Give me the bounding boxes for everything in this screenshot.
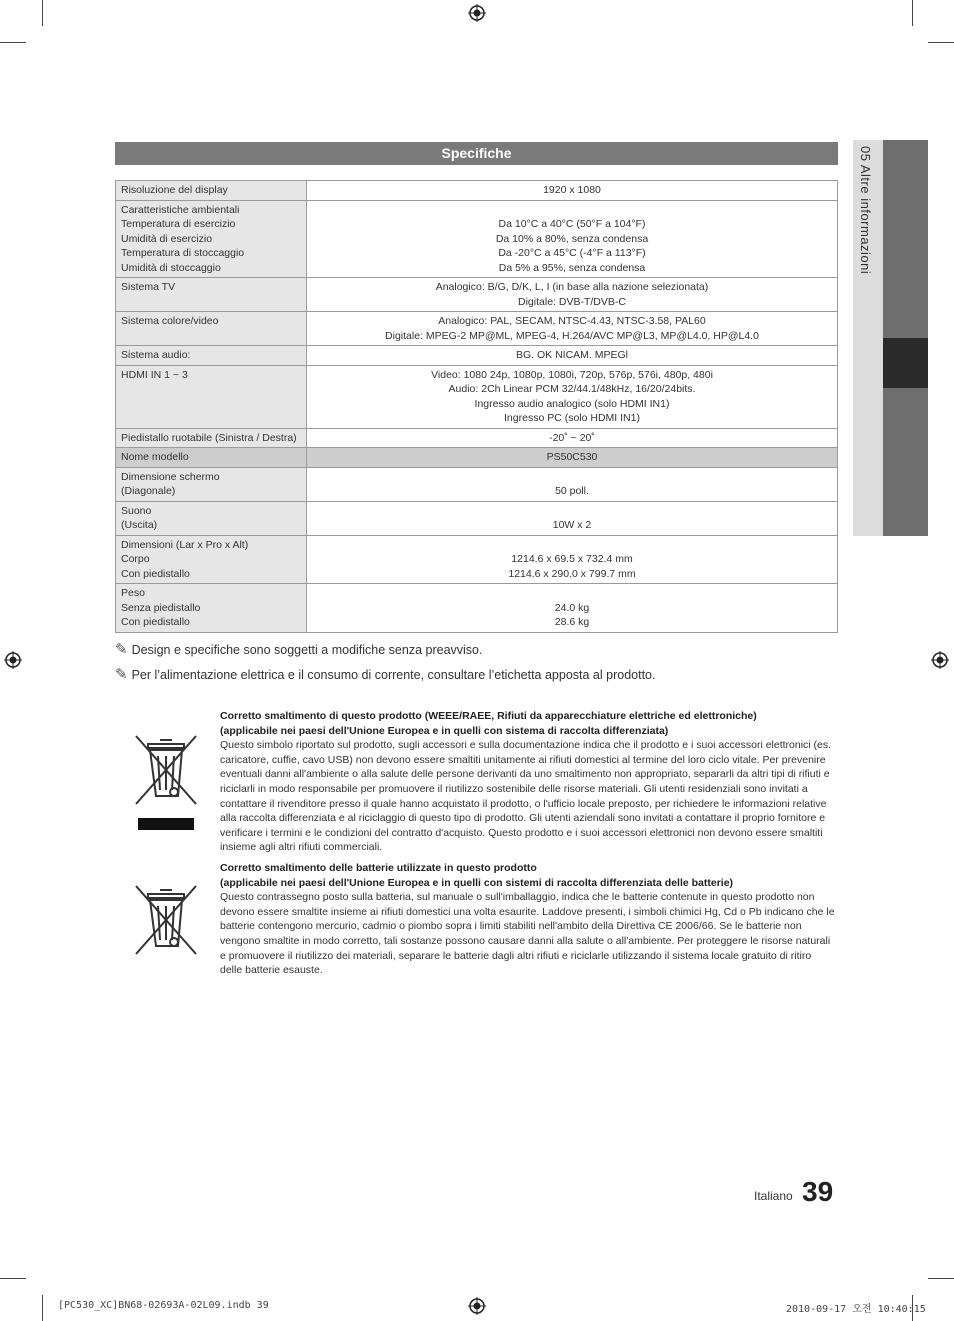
note-text: Design e specifiche sono soggetti a modifiche senza preavviso. [131,643,483,657]
weee-subtitle: (applicabile nei paesi dell'Unione Europea e in quelli con sistema di raccolta differenziata) [220,724,669,737]
spec-table [115,180,838,633]
spec-value: PS50C530 [307,448,838,468]
spec-value: 24.0 kg 28.6 kg [307,584,838,633]
spec-label: Suono (Uscita) [116,501,307,535]
registration-mark-icon [468,4,486,22]
page-number: 39 [802,1176,834,1207]
battery-body: Questo contrassegno posto sulla batteria, sul manuale o sull'imballaggio, indica che le batterie contenute in questo prodotto non devono essere smaltite insieme ai rifiuti domestici una volta esaurite. Laddove presenti, i simboli chimici Hg, Cd o Pb indicano che le batterie contengono mercurio, cadmio o piombo sopra i limiti stabiliti nell'ambito della Direttiva CE 2006/66. Se le batterie non vengono smaltite in modo corretto, tali sostanze possono causare danni alla salute o all'ambiente. Per proteggere le risorse naturali e promuovere il riutilizzo dei materiali, separare le batterie dagli altri rifiuti e riciclarle utilizzando il sistema locale gratuito di ritiro delle batterie esauste. [220,891,835,977]
chapter-tab-marker [883,338,928,388]
spec-label: HDMI IN 1 ~ 3 [116,365,307,428]
spec-row [116,312,838,346]
spec-label: Peso Senza piedistallo Con piedistallo [116,584,307,633]
section-title: Specifiche [115,142,838,165]
spec-label: Sistema TV [116,278,307,312]
spec-value: Analogico: PAL, SECAM, NTSC-4.43, NTSC-3.58, PAL60 Digitale: MPEG-2 MP@ML, MPEG-4, H.264/AVC MP@L3, MP@L4.0, HP@L4.0 [307,312,838,346]
crop-mark [42,1295,43,1321]
spec-value: 1920 x 1080 [307,181,838,201]
spec-value: 1214.6 x 69.5 x 732.4 mm 1214.6 x 290.0 x 799.7 mm [307,535,838,584]
crop-mark [42,0,43,26]
spec-value: 10W x 2 [307,501,838,535]
spec-value: BG. OK NICAM. MPEGl [307,346,838,366]
spec-value: 50 poll. [307,467,838,501]
crossed-out-bin-icon [134,884,198,956]
spec-row [116,467,838,501]
note [115,665,655,683]
registration-mark-icon [468,1297,486,1315]
spec-value: Da 10°C a 40°C (50°F a 104°F) Da 10% a 80%, senza condensa Da -20°C a 45°C (-4°F a 113°F) Da 5% a 95%, senza condensa [307,200,838,278]
weee-title: Corretto smaltimento di questo prodotto (WEEE/RAEE, Rifiuti da apparecchiature elettriche ed elettroniche) [220,710,757,722]
spec-row [116,428,838,448]
page-language: Italiano [754,1189,793,1203]
registration-mark-icon [931,651,949,669]
spec-label: Risoluzione del display [116,181,307,201]
weee-disposal-notice [220,709,835,855]
crop-mark [928,42,954,43]
crop-mark [928,1278,954,1279]
crop-mark [0,1278,26,1279]
note-text: Per l’alimentazione elettrica e il consumo di corrente, consultare l’etichetta apposta al prodotto. [131,668,656,682]
spec-label: Dimensione schermo (Diagonale) [116,467,307,501]
spec-row [116,535,838,584]
battery-title: Corretto smaltimento delle batterie utilizzate in questo prodotto [220,862,537,874]
spec-row [116,501,838,535]
spec-row [116,346,838,366]
spec-row [116,365,838,428]
spec-row [116,584,838,633]
pencil-note-icon: ✎ [115,666,128,683]
spec-row [116,448,838,468]
spec-label: Dimensioni (Lar x Pro x Alt) Corpo Con piedistallo [116,535,307,584]
spec-row [116,181,838,201]
weee-body: Questo simbolo riportato sul prodotto, sugli accessori e sulla documentazione indica che il prodotto e i suoi accessori elettronici (es. caricatore, cuffie, cavo USB) non devono essere smaltiti unitamente ai rifiuti domestici al termine del loro ciclo vitale. Per prevenire eventuali danni all'ambiente o alla salute delle persone derivanti da uno smaltimento non appropriato, separarli da altri tipi di rifiuti e riciclarli in modo responsabile per promuovere il riutilizzo sostenibile delle risorse materiali. Gli utenti residenziali sono invitati a contattare il rivenditore presso il quale hanno acquistato il prodotto, o l'ufficio locale preposto, per richiedere le informazioni relative alla raccolta differenziata e al riciclaggio di questo tipo di prodotto. Gli utenti aziendali sono invitati a contattare il proprio fornitore e verificare i termini e le condizioni del contratto d'acquisto. Questo prodotto e i suoi accessori elettronici non devono essere smaltiti insieme agli altri rifiuti commerciali. [220,739,832,854]
spec-row [116,200,838,278]
spec-label: Nome modello [116,448,307,468]
spec-label: Sistema colore/video [116,312,307,346]
spec-value: -20˚ ~ 20˚ [307,428,838,448]
crossed-out-bin-icon [134,734,198,830]
crop-mark [0,42,26,43]
spec-value: Video: 1080 24p, 1080p, 1080i, 720p, 576p, 576i, 480p, 480i Audio: 2Ch Linear PCM 32/44.1/48kHz, 16/20/24bits. Ingresso audio analogico (solo HDMI IN1) Ingresso PC (solo HDMI IN1) [307,365,838,428]
spec-label: Sistema audio: [116,346,307,366]
spec-row [116,278,838,312]
spec-value: Analogico: B/G, D/K, L, I (in base alla nazione selezionata) Digitale: DVB-T/DVB-C [307,278,838,312]
registration-mark-icon [4,651,22,669]
pencil-note-icon: ✎ [115,641,128,658]
spec-label: Caratteristiche ambientali Temperatura di esercizio Umidità di esercizio Temperatura di stoccaggio Umidità di stoccaggio [116,200,307,278]
battery-disposal-notice [220,861,835,978]
footer-file: [PC530_XC]BN68-02693A-02L09.indb 39 [58,1300,269,1311]
note [115,640,482,658]
footer-timestamp: 2010-09-17 오전 10:40:15 [786,1304,926,1315]
chapter-label: 05 Altre informazioni [858,146,873,275]
battery-subtitle: (applicabile nei paesi dell'Unione Europea e in quelli con sistemi di raccolta differenziata delle batterie) [220,876,734,889]
spec-label: Piedistallo ruotabile (Sinistra / Destra) [116,428,307,448]
crop-mark [912,0,913,26]
